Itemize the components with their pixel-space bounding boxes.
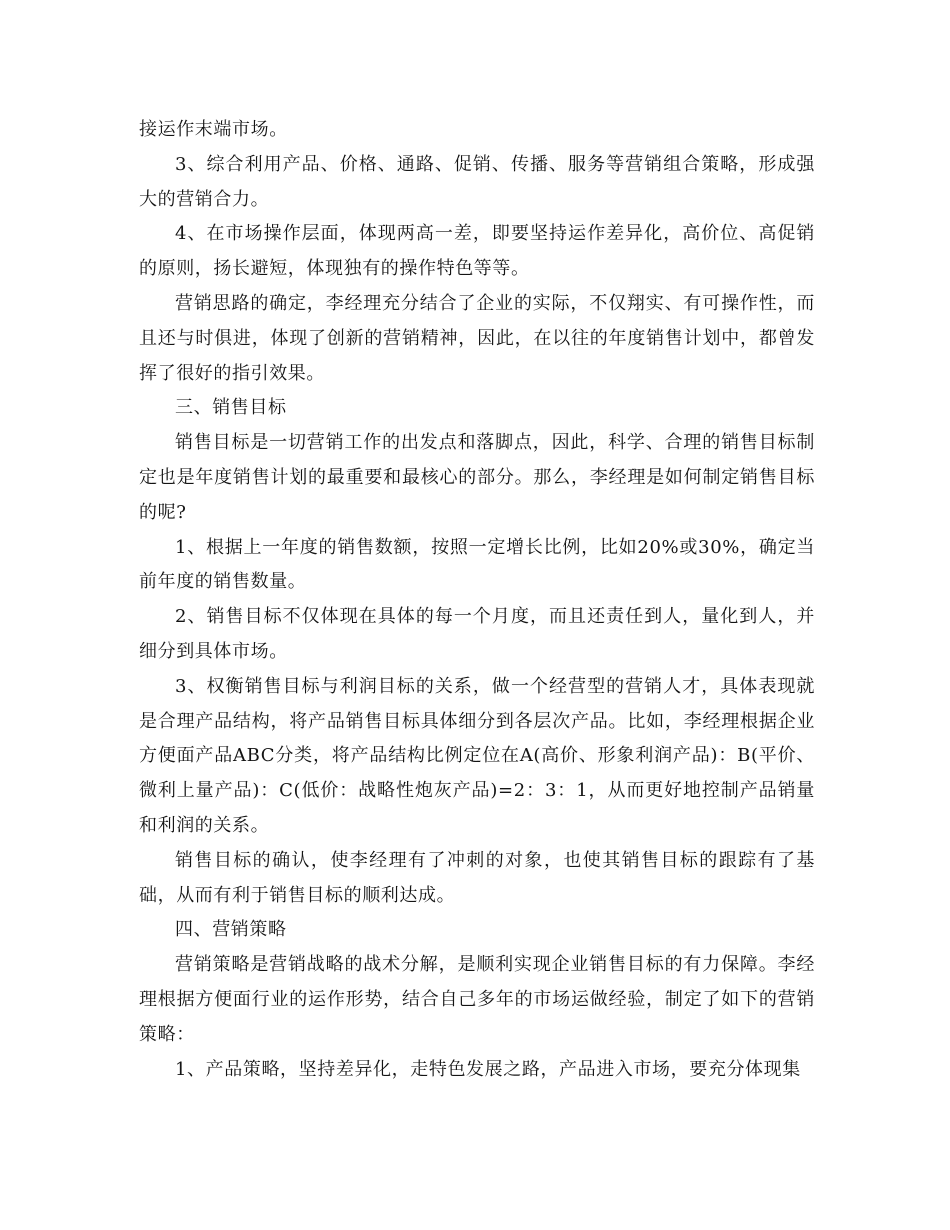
paragraph-target-2: 2、销售目标不仅体现在具体的每一个月度，而且还责任到人，量化到人，并细分到具体市场。 [139,606,815,662]
paragraph-target-3: 3、权衡销售目标与利润目标的关系，做一个经营型的营销人才，具体表现就是合理产品结构，将产品销售目标具体细分到各层次产品。比如，李经理根据企业方便面产品ABC分类，将产品结构比例定位在A(高价、形象利润产品)：B(平价、微利上量产品)：C(低价：战略性炮灰产品)=2：3：1，从而更好地控制产品销量和利润的关系。 [139,675,815,836]
paragraph-continuation: 接运作末端市场。 [139,119,288,140]
paragraph-marketing-thinking: 营销思路的确定，李经理充分结合了企业的实际，不仅翔实、有可操作性，而且还与时俱进，体现了创新的营销精神，因此，在以往的年度销售计划中，都曾发挥了很好的指引效果。 [139,292,815,384]
paragraph-strategy-3: 3、综合利用产品、价格、通路、促销、传播、服务等营销组合策略，形成强大的营销合力。 [139,153,815,210]
paragraph-target-confirmation: 销售目标的确认，使李经理有了冲刺的对象，也使其销售目标的跟踪有了基础，从而有利于销售目标的顺利达成。 [139,849,815,906]
paragraph-strategy-4: 4、在市场操作层面，体现两高一差，即要坚持运作差异化，高价位、高促销的原则，扬长避短，体现独有的操作特色等等。 [139,223,815,280]
paragraph-target-1: 1、根据上一年度的销售数额，按照一定增长比例，比如20%或30%，确定当前年度的销售数量。 [139,536,815,593]
paragraph-sales-target-intro: 销售目标是一切营销工作的出发点和落脚点，因此，科学、合理的销售目标制定也是年度销售计划的最重要和最核心的部分。那么，李经理是如何制定销售目标的呢? [139,432,815,523]
paragraph-product-strategy: 1、产品策略，坚持差异化，走特色发展之路，产品进入市场，要充分体现集 [175,1058,801,1080]
document-body [139,113,815,1087]
section-heading-sales-target: 三、销售目标 [175,397,287,419]
paragraph-strategy-intro: 营销策略是营销战略的战术分解，是顺利实现企业销售目标的有力保障。李经理根据方便面行业的运作形势，结合自己多年的市场运做经验，制定了如下的营销策略： [139,954,815,1045]
section-heading-marketing-strategy: 四、营销策略 [175,919,287,941]
